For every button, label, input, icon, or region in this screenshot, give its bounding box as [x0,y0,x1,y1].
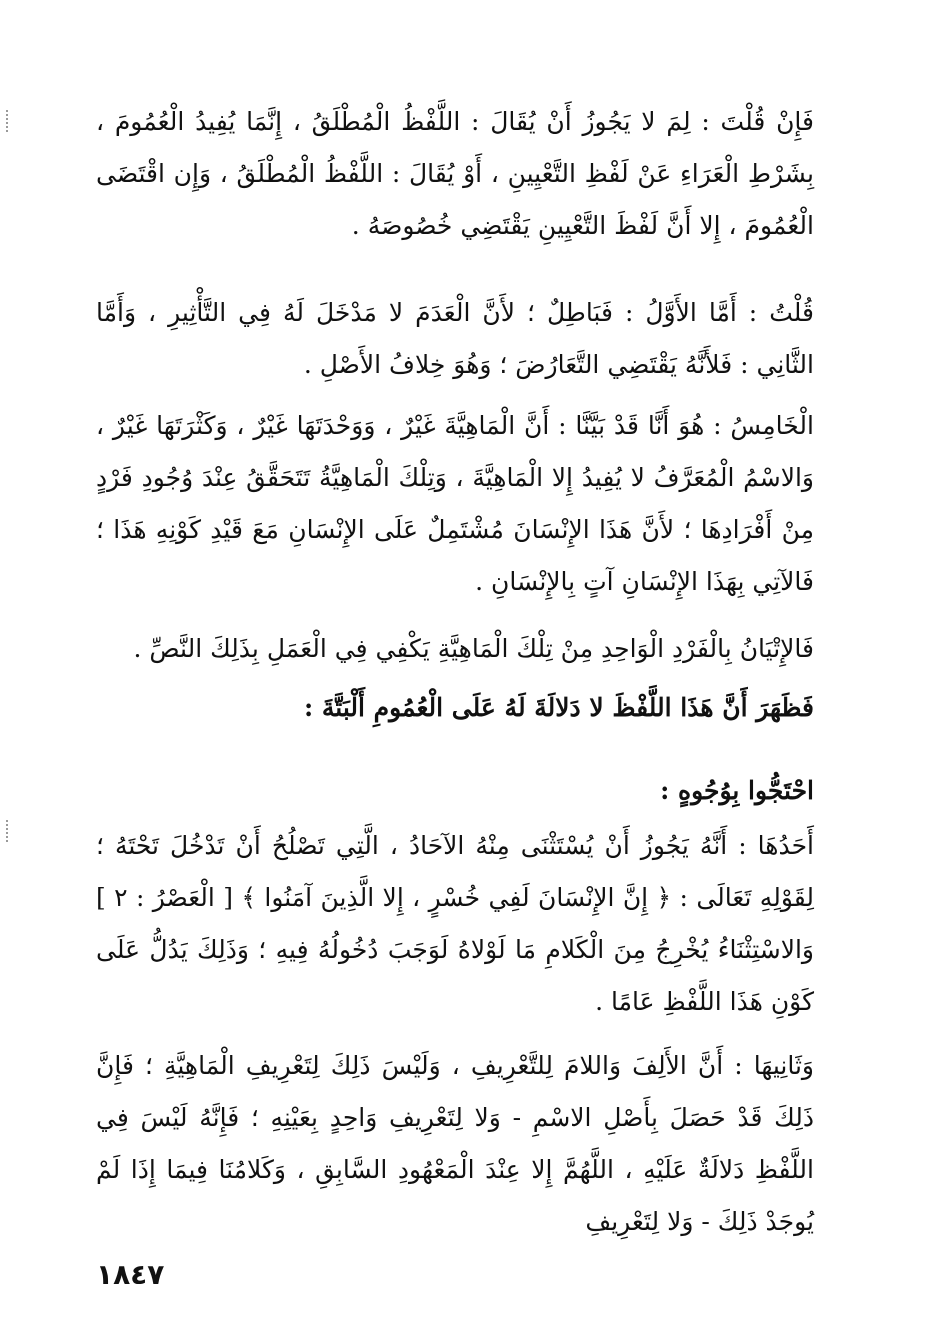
paragraph-first-argument: أَحَدُهَا : أَنَّهُ يَجُوزُ أَنْ يُسْتَثْنَى مِنْهُ الآحَادُ ، الَّتِي تَصْلُحُ أَنْ تَدْخُلَ تَحْتَهُ ؛ لِقَوْلِهِ تَعَالَى : ﴿ إِنَّ الإِنْسَانَ لَفِي خُسْرٍ ، إِلا الَّذِينَ آمَنُوا ﴾ [ الْعَصْرُ : ٢ ] وَالاسْتِثْنَاءُ يُخْرِجُ مِنَ الْكَلامِ مَا لَوْلاهُ لَوَجَبَ دُخُولُهُ فِيهِ ؛ وَذَلِكَ يَدُلُّ عَلَى كَوْنِ هَذَا اللَّفْظِ عَامًا . [96,831,814,1016]
paragraph-second-argument: وَثَانِيهَا : أَنَّ الأَلِفَ وَاللامَ لِلتَّعْرِيفِ ، وَلَيْسَ ذَلِكَ لِتَعْرِيفِ الْمَاهِيَّةِ ؛ فَإِنَّ ذَلِكَ قَدْ حَصَلَ بِأَصْلِ الاسْمِ - وَلا لِتَعْرِيفِ وَاحِدٍ بِعَيْنِهِ ؛ فَإِنَّهُ لَيْسَ فِي اللَّفْظِ دَلالَةٌ عَلَيْهِ ، اللَّهُمَّ إِلا عِنْدَ الْمَعْهُودِ السَّابِقِ ، وَكَلامُنَا فِيمَا إِذَا لَمْ يُوجَدْ ذَلِكَ - وَلا لِتَعْرِيفِ [96,1051,814,1236]
margin-mark [6,820,11,842]
paragraph-single-individual: فَالإِتْيَانُ بِالْفَرْدِ الْوَاحِدِ مِنْ تِلْكَ الْمَاهِيَّةِ يَكْفِي فِي الْعَمَلِ بِذَلِكَ النَّصِّ . [133,634,814,663]
paragraph-reply: قُلْتُ : أَمَّا الأَوَّلُ : فَبَاطِلٌ ؛ لأَنَّ الْعَدَمَ لا مَدْخَلَ لَهُ فِي التَّأْثِيرِ ، وَأَمَّا الثَّانِي : فَلأَنَّهُ يَقْتَضِي التَّعَارُضَ ؛ وَهُوَ خِلافُ الأَصْلِ . [96,298,814,379]
margin-mark [6,110,11,132]
paragraph-objection: فَإِنْ قُلْتَ : لِمَ لا يَجُوزُ أَنْ يُقَالَ : اللَّفْظُ الْمُطْلَقُ ، إِنَّمَا يُفِيدُ الْعُمُومَ ، بِشَرْطِ الْعَرَاءِ عَنْ لَفْظِ التَّعْيِينِ ، أَوْ يُقَالَ : اللَّفْظُ الْمُطْلَقُ ، وَإِن اقْتَضَى الْعُمُومَ ، إِلا أَنَّ لَفْظَ التَّعْيِينِ يَقْتَضِي خُصُوصَهُ . [96,107,814,240]
paragraph-fifth: الْخَامِسُ : هُوَ أَنَّا قَدْ بَيَّنَّا : أَنَّ الْمَاهِيَّةَ غَيْرٌ ، وَوَحْدَتَهَا غَيْرٌ ، وَكَثْرَتَهَا غَيْرٌ ، وَالاسْمُ الْمُعَرَّفُ لا يُفِيدُ إِلا الْمَاهِيَّةَ ، وَتِلْكَ الْمَاهِيَّةُ تَتَحَقَّقُ عِنْدَ وُجُودِ فَرْدٍ مِنْ أَفْرَادِهَا ؛ لأَنَّ هَذَا الإِنْسَانَ مُشْتَمِلٌ عَلَى الإِنْسَانِ مَعَ قَيْدِ كَوْنِهِ هَذَا ؛ فَالآتِي بِهَذَا الإِنْسَانِ آتٍ بِالإِنْسَانِ . [96,411,814,596]
paragraph-conclusion: فَظَهَرَ أَنَّ هَذَا اللَّفْظَ لا دَلالَةَ لَهُ عَلَى الْعُمُومِ أَلْبَتَّةَ : [303,693,814,722]
section-heading-arguments: احْتَجُّوا بِوُجُوهٍ : [660,776,814,805]
page-number: ١٨٤٧ [96,1258,165,1291]
